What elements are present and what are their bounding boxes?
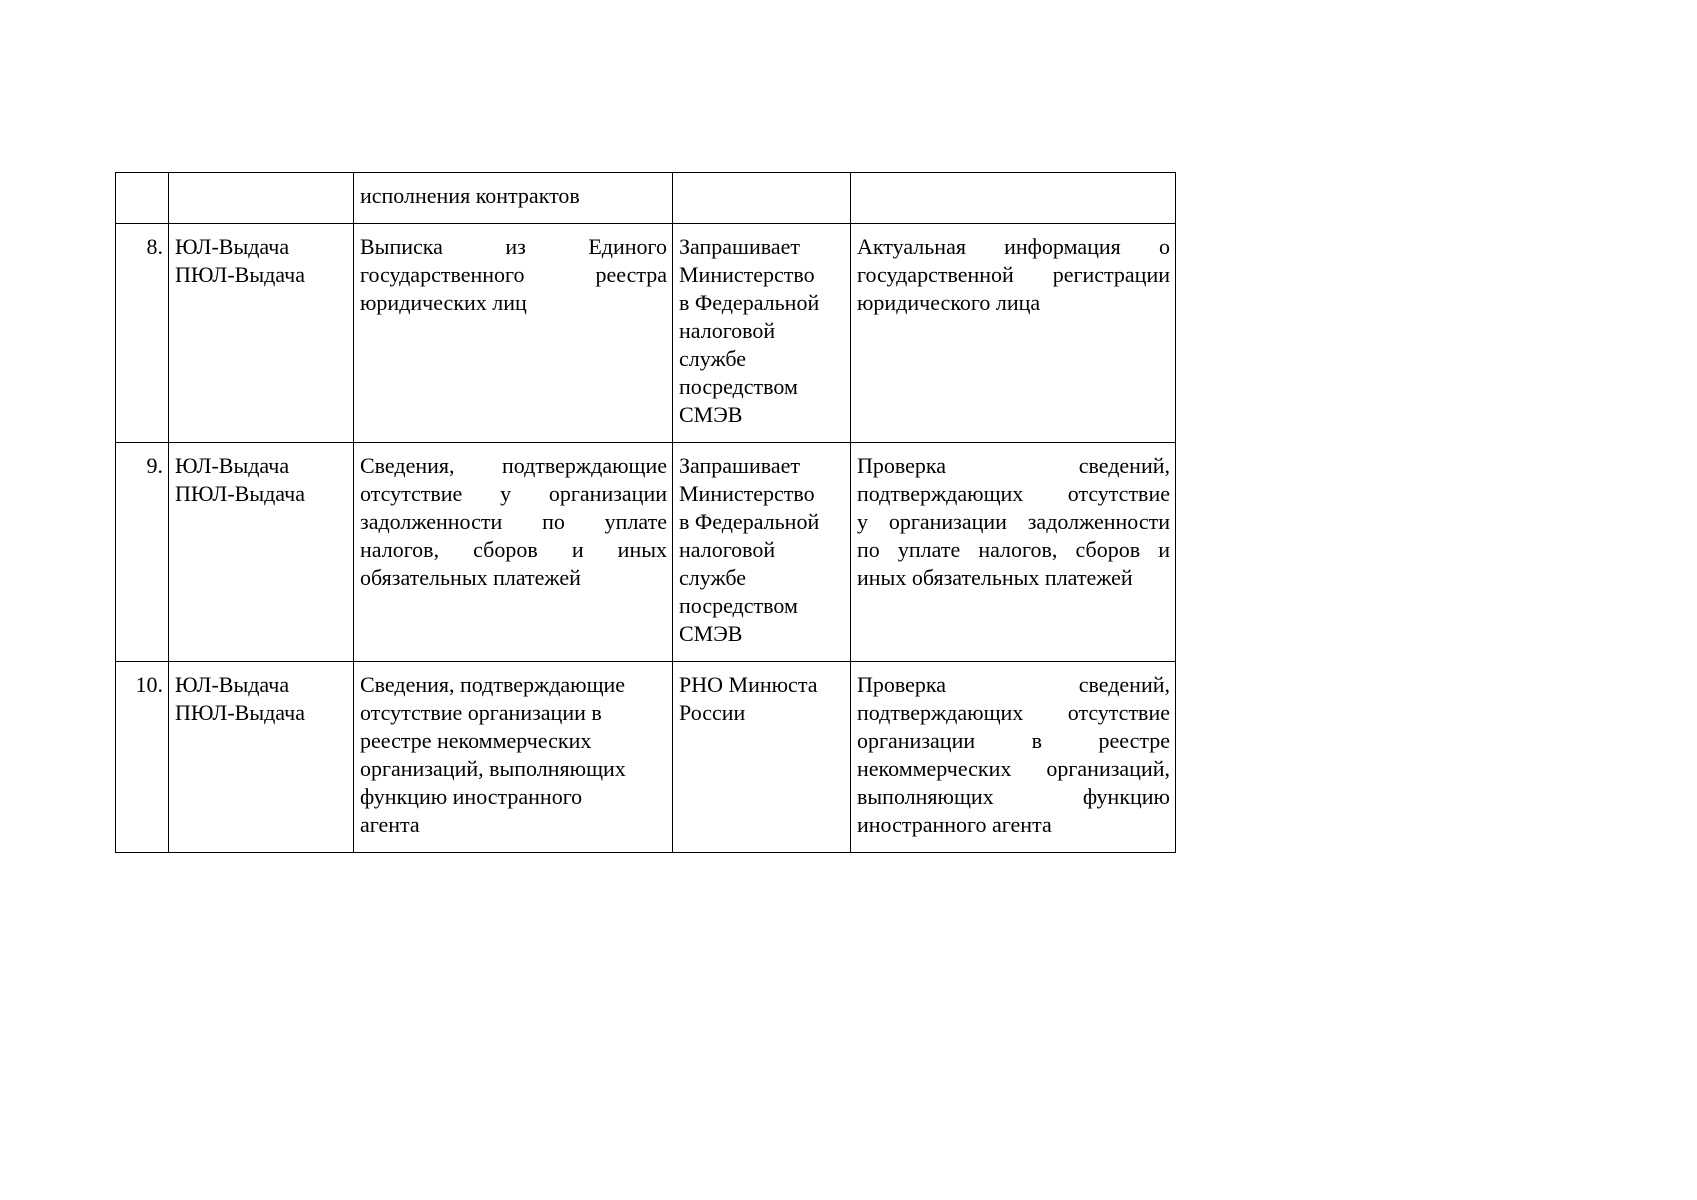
row-number-cell <box>116 443 169 662</box>
document-name-line: обязательных платежей <box>360 565 581 590</box>
source-line: Министерство <box>679 481 815 506</box>
source-line: в Федеральной <box>679 509 820 534</box>
row-number-cell <box>116 224 169 443</box>
row-number-cell <box>116 173 169 224</box>
purpose-line: выполняющих функцию <box>857 784 1170 809</box>
documents-table <box>115 172 1176 853</box>
source-line: РНО Минюста <box>679 672 818 697</box>
document-name-line: государственного реестра <box>360 262 667 287</box>
document-name-line: налогов, сборов и иных <box>360 537 667 562</box>
purpose-line: Проверка сведений, <box>857 453 1170 478</box>
document-name-line: агента <box>360 812 420 837</box>
document-name-line: Сведения, подтверждающие <box>360 453 667 478</box>
purpose-line: организации в реестре <box>857 728 1170 753</box>
purpose-line: государственной регистрации <box>857 262 1170 287</box>
source-line: посредством <box>679 374 798 399</box>
purpose-line: некоммерческих организаций, <box>857 756 1170 781</box>
table-row <box>116 443 1176 662</box>
service-code: ЮЛ-Выдача <box>175 453 290 478</box>
purpose-cell <box>851 443 1176 662</box>
source-cell <box>673 173 851 224</box>
row-number: 10. <box>135 672 163 697</box>
document-name-line: организаций, выполняющих <box>360 756 626 781</box>
table-row-continuation <box>116 173 1176 224</box>
service-code-cell <box>169 662 354 853</box>
purpose-cell <box>851 173 1176 224</box>
purpose-line: юридического лица <box>857 290 1041 315</box>
document-name-cell <box>354 662 673 853</box>
row-number: 8. <box>146 234 163 259</box>
service-code: ПЮЛ-Выдача <box>175 700 306 725</box>
document-name-line: юридических лиц <box>360 290 527 315</box>
source-line: посредством <box>679 593 798 618</box>
purpose-line: иностранного агента <box>857 812 1052 837</box>
document-name-line: Сведения, подтверждающие <box>360 672 626 697</box>
purpose-cell <box>851 662 1176 853</box>
row-number: 9. <box>146 453 163 478</box>
row-number-cell <box>116 662 169 853</box>
source-line: Запрашивает <box>679 453 800 478</box>
service-code: ЮЛ-Выдача <box>175 234 290 259</box>
service-code: ЮЛ-Выдача <box>175 672 290 697</box>
purpose-line: подтверждающих отсутствие <box>857 481 1170 506</box>
purpose-cell <box>851 224 1176 443</box>
document-name-line: отсутствие у организации <box>360 481 667 506</box>
document-name-cell <box>354 173 673 224</box>
source-line: службе <box>679 565 747 590</box>
service-code-cell <box>169 443 354 662</box>
table-row <box>116 662 1176 853</box>
source-line: налоговой <box>679 318 776 343</box>
document-name-line: функцию иностранного <box>360 784 583 809</box>
purpose-line: по уплате налогов, сборов и <box>857 537 1170 562</box>
source-cell <box>673 662 851 853</box>
source-line: в Федеральной <box>679 290 820 315</box>
document-name-line: исполнения контрактов <box>360 183 580 208</box>
document-name-line: задолженности по уплате <box>360 509 667 534</box>
source-line: налоговой <box>679 537 776 562</box>
source-line: Запрашивает <box>679 234 800 259</box>
document-name-line: отсутствие организации в <box>360 700 602 725</box>
document-name-cell <box>354 224 673 443</box>
purpose-line: у организации задолженности <box>857 509 1170 534</box>
table-row <box>116 224 1176 443</box>
source-line: России <box>679 700 746 725</box>
purpose-line: иных обязательных платежей <box>857 565 1133 590</box>
service-code-cell <box>169 224 354 443</box>
document-name-line: реестре некоммерческих <box>360 728 592 753</box>
source-line: Министерство <box>679 262 815 287</box>
source-line: службе <box>679 346 747 371</box>
source-cell <box>673 443 851 662</box>
service-code: ПЮЛ-Выдача <box>175 481 306 506</box>
service-code: ПЮЛ-Выдача <box>175 262 306 287</box>
service-code-cell <box>169 173 354 224</box>
source-cell <box>673 224 851 443</box>
source-line: СМЭВ <box>679 621 743 646</box>
document-name-cell <box>354 443 673 662</box>
document-name-line: Выписка из Единого <box>360 234 667 259</box>
purpose-line: Актуальная информация о <box>857 234 1170 259</box>
purpose-line: подтверждающих отсутствие <box>857 700 1170 725</box>
source-line: СМЭВ <box>679 402 743 427</box>
purpose-line: Проверка сведений, <box>857 672 1170 697</box>
